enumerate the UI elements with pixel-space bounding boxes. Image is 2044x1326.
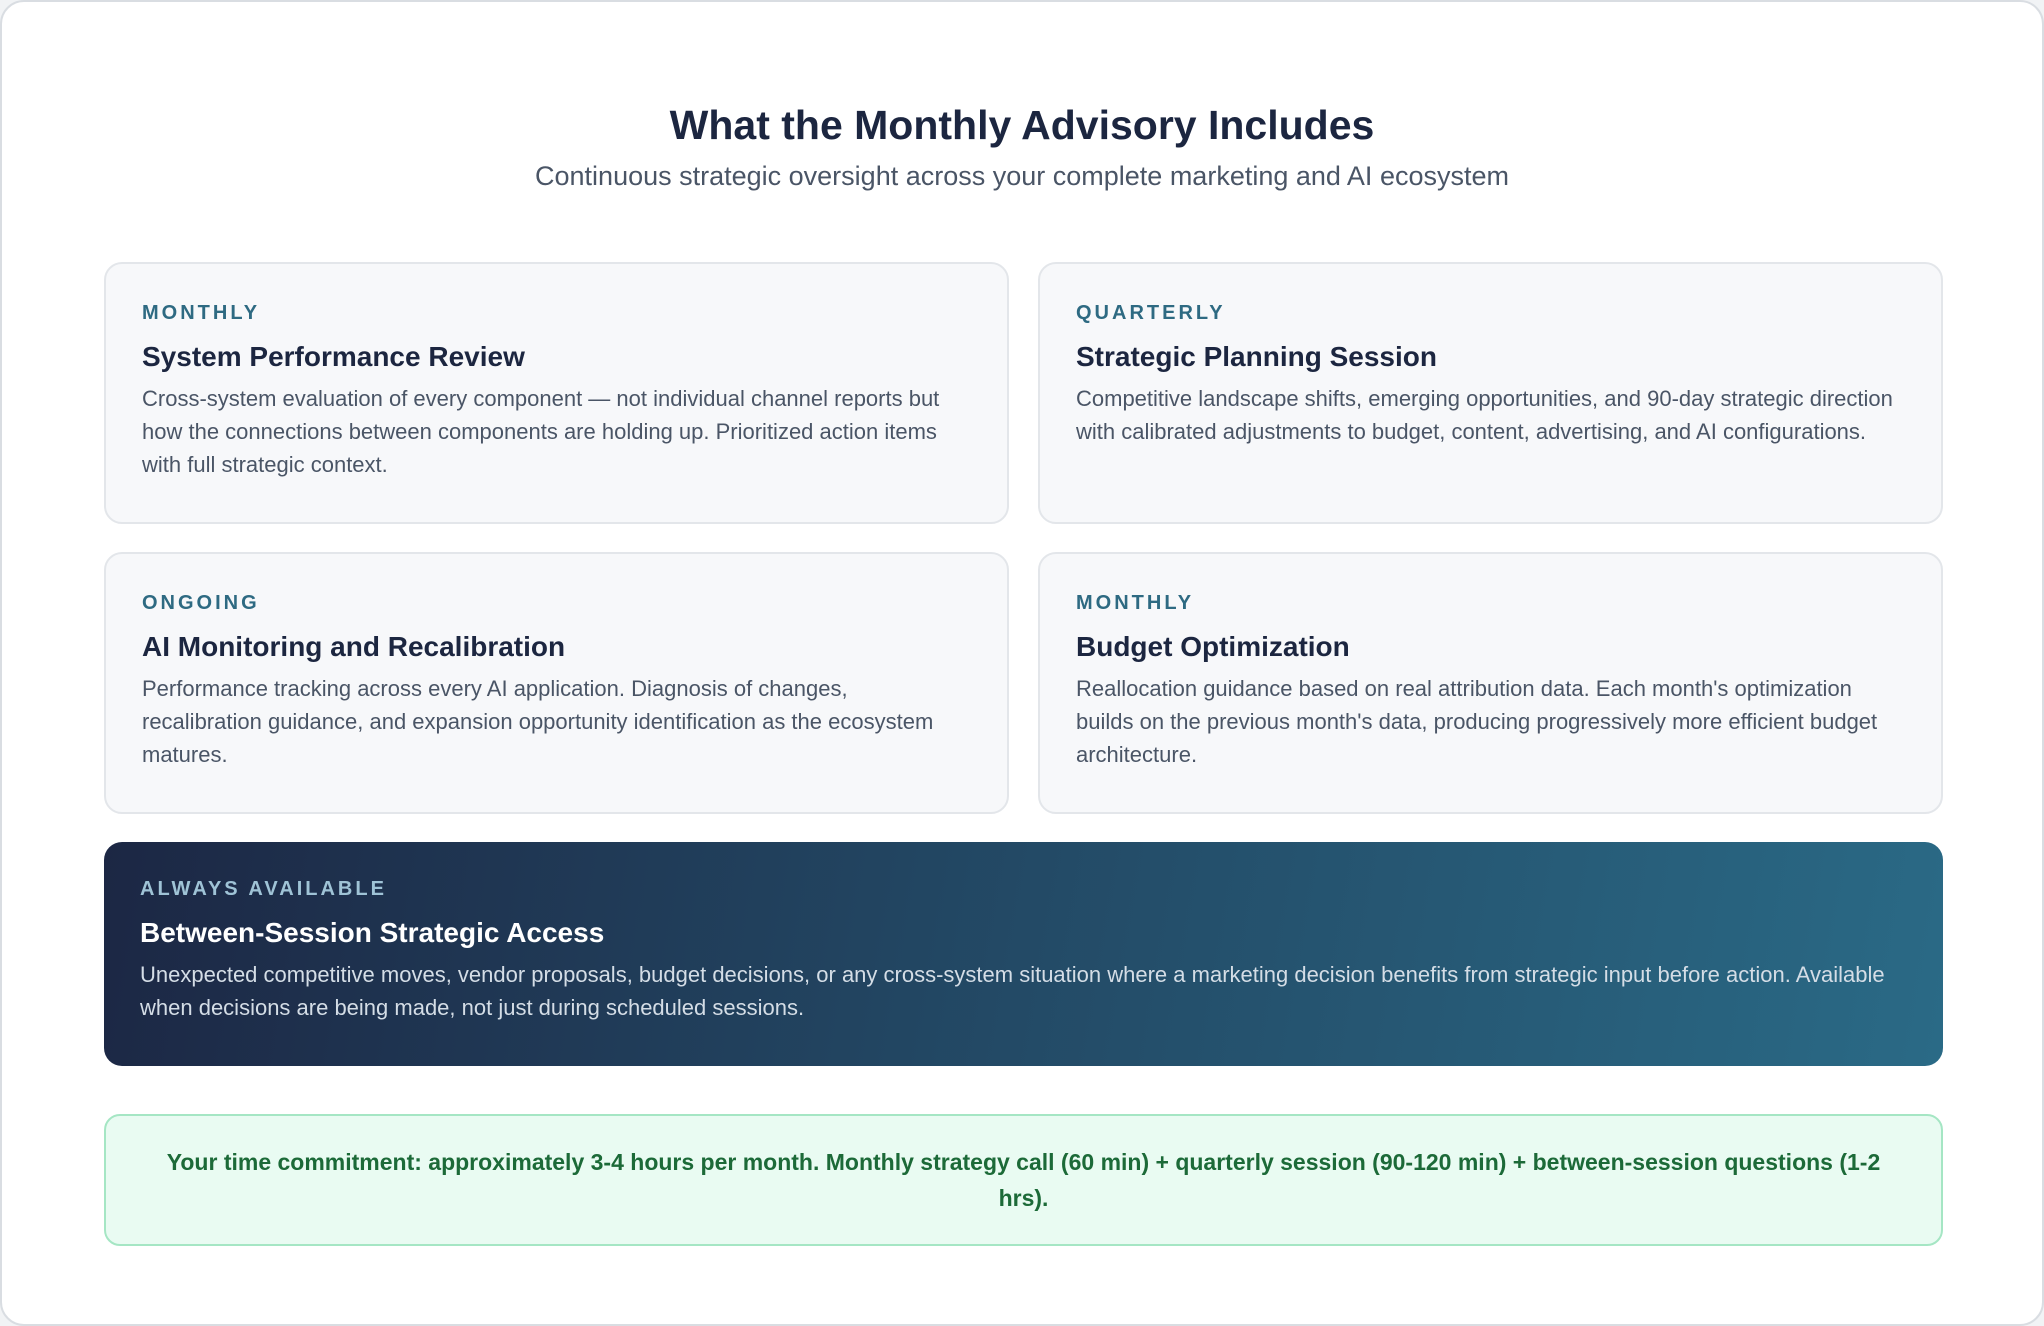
- card-budget-optimization: [1038, 552, 1943, 814]
- page-title: What the Monthly Advisory Includes: [669, 102, 1375, 148]
- card-frequency-tag: QUARTERLY: [1076, 302, 1226, 324]
- card-description: Performance tracking across every AI application. Diagnosis of changes, recalibration guidance, and expansion opportunity identification as the ecosystem matures.: [142, 676, 934, 767]
- between-session-access-banner: [104, 842, 1943, 1066]
- banner-title: Between-Session Strategic Access: [140, 917, 605, 948]
- card-frequency-tag: ONGOING: [142, 592, 260, 614]
- card-title: Budget Optimization: [1076, 631, 1350, 662]
- card-ai-monitoring: [104, 552, 1009, 814]
- header: [2, 98, 2042, 196]
- card-title: AI Monitoring and Recalibration: [142, 631, 566, 662]
- card-title: System Performance Review: [142, 341, 525, 372]
- card-frequency-tag: MONTHLY: [142, 302, 261, 324]
- banner-tag: ALWAYS AVAILABLE: [140, 878, 387, 900]
- card-frequency-tag: MONTHLY: [1076, 592, 1195, 614]
- time-commitment-text: Your time commitment: approximately 3-4 hours per month. Monthly strategy call (60 min) + quarterly session (90-120 min) + between-session questions (1-2 hrs).: [166, 1149, 1881, 1211]
- card-strategic-planning-session: [1038, 262, 1943, 524]
- card-system-performance-review: [104, 262, 1009, 524]
- card-title: Strategic Planning Session: [1076, 341, 1437, 372]
- time-commitment-note: [104, 1114, 1943, 1246]
- banner-description: Unexpected competitive moves, vendor proposals, budget decisions, or any cross-system situation where a marketing decision benefits from strategic input before action. Available when decisions are being made, not just during scheduled sessions.: [140, 962, 1885, 1020]
- card-description: Cross-system evaluation of every component — not individual channel reports but how the connections between components are holding up. Prioritized action items with full strategic context.: [142, 386, 940, 477]
- card-description: Reallocation guidance based on real attribution data. Each month's optimization builds on the previous month's data, producing progressively more efficient budget architecture.: [1076, 676, 1878, 767]
- page-subtitle: Continuous strategic oversight across your complete marketing and AI ecosystem: [535, 161, 1509, 191]
- card-description: Competitive landscape shifts, emerging opportunities, and 90-day strategic direction with calibrated adjustments to budget, content, advertising, and AI configurations.: [1076, 386, 1893, 444]
